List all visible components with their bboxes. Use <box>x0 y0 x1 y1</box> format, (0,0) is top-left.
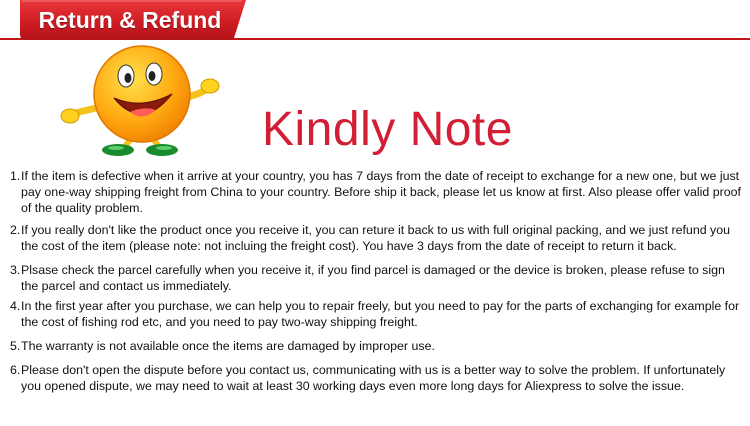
note-item-3 <box>10 262 745 294</box>
header-tab <box>20 0 246 40</box>
note-number: 5. <box>10 339 21 353</box>
smiley-mascot-icon <box>58 36 226 158</box>
note-text: The warranty is not available once the items are damaged by improper use. <box>21 339 435 353</box>
note-text: If the item is defective when it arrive at your country, you has 7 days from the date of receipt to exchange for a new one, but we just pay one-way shipping freight from China to your country. Before ship it back, please let us know at first. Also please offer valid proof of the quality problem. <box>21 169 741 215</box>
note-item-1 <box>10 168 745 216</box>
note-item-2 <box>10 222 745 254</box>
note-number: 1. <box>10 169 21 183</box>
note-text: In the first year after you purchase, we can help you to repair freely, but you need to pay for the parts of exchanging for example for the cost of fishing rod etc, and you need to pay two-way shipping freight. <box>21 299 740 329</box>
note-item-5 <box>10 338 745 354</box>
header-title: Return & Refund <box>38 7 222 33</box>
note-text: Please don't open the dispute before you contact us, communicating with us is a better way to solve the problem. If unfortunately you opened dispute, we may need to wait at least 30 working days even more long days for Aliexpress to solve the issue. <box>21 363 726 393</box>
kindly-note-title: Kindly Note <box>262 103 513 156</box>
note-number: 2. <box>10 223 21 237</box>
note-number: 4. <box>10 299 21 313</box>
note-text: If you really don't like the product once you receive it, you can reture it back to us with full original packing, and we just refund you the cost of the item (please note: not incluing the freight cost). You have 3 days from the date of receipt to return it back. <box>21 223 731 253</box>
note-text: Plsase check the parcel carefully when you receive it, if you find parcel is damaged or the device is broken, please refuse to sign the parcel and contact us immediately. <box>21 263 725 293</box>
note-item-4 <box>10 298 745 330</box>
note-item-6 <box>10 362 745 394</box>
note-number: 3. <box>10 263 21 277</box>
note-number: 6. <box>10 363 21 377</box>
